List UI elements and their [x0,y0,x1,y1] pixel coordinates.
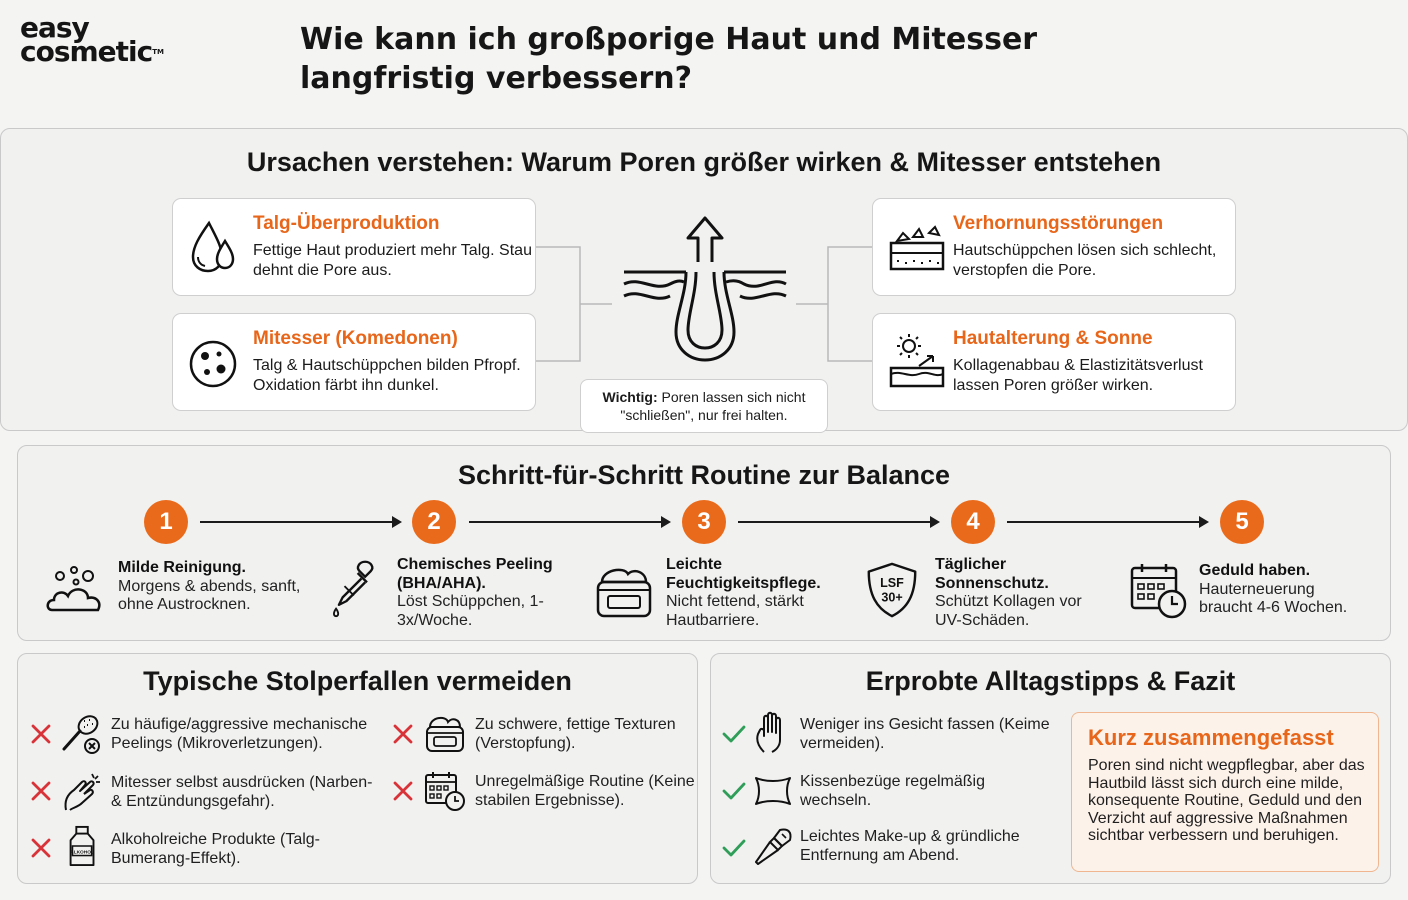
cause-text: Hautschüppchen lösen sich schlecht, verstopfen die Pore. [953,242,1217,279]
tip-text: Kissenbezüge regelmäßig wechseln. [800,773,985,809]
step-text [935,556,1105,630]
step-text [118,559,318,615]
summary-title: Kurz zusammengefasst [1088,725,1334,750]
oil-drops-icon [189,219,237,273]
cause-title: Hautalterung & Sonne [953,328,1153,349]
pitfall-text: Mitesser selbst ausdrücken (Narben- & Entzündungsgefahr). [111,774,373,810]
pitfall-text: Unregelmäßige Routine (Keine stabilen Ergebnisse). [475,773,695,809]
step-title: Milde Reinigung. [118,559,246,576]
important-note [580,379,828,433]
cross-icon [392,780,414,802]
alcohol-bottle-icon [62,825,104,867]
cause-card-blackheads [172,313,536,411]
step-arrow [469,521,669,523]
pore-diagram-icon [620,214,790,364]
step-description: Hauterneuerung braucht 4-6 Wochen. [1199,580,1348,616]
step-arrow [1007,521,1207,523]
calendar-clock-icon [1128,560,1188,620]
step-description: Schützt Kollagen vor UV-Schäden. [935,593,1082,629]
cross-icon [30,723,52,745]
dropper-icon [322,558,382,618]
step-number: 2 [412,500,456,544]
causes-heading: Ursachen verstehen: Warum Poren größer wirken & Mitesser entstehen [246,147,1162,177]
tip-text: Weniger ins Gesicht fassen (Keime vermeiden). [800,716,1050,752]
pitfalls-heading: Typische Stolperfallen vermeiden [143,666,572,696]
makeup-brush-icon [752,826,794,868]
scrub-brush-icon [60,713,102,755]
pitfall-text: Zu häufige/aggressive mechanische Peelings (Mikroverletzungen). [111,716,368,752]
blackhead-dots-icon [189,334,237,388]
brand-trademark: TM [152,48,164,56]
svg-text:ALKOHOL: ALKOHOL [70,850,94,856]
brand-line-2: cosmetic [20,35,153,68]
cause-title: Talg-Überproduktion [253,213,440,234]
cause-title: Mitesser (Komedonen) [253,328,458,349]
cross-icon [392,723,414,745]
spf-shield-icon [862,560,922,620]
cause-text: Fettige Haut produziert mehr Talg. Stau dehnt die Pore aus. [253,242,532,279]
step-description: Löst Schüppchen, 1-3x/Woche. [397,593,544,629]
check-icon [722,724,746,744]
step-title: Leichte Feuchtigkeitspflege. [666,556,821,592]
pitfall-text: Zu schwere, fettige Texturen (Verstopfung). [475,716,676,752]
hand-icon [752,712,794,754]
cream-jar-icon [594,562,654,622]
step-number: 1 [144,500,188,544]
step-title: Täglicher Sonnenschutz. [935,556,1049,592]
note-label: Wichtig: [602,389,658,405]
pillow-icon [752,770,794,812]
cause-card-sebum [172,198,536,296]
cause-card-keratinization [872,198,1236,296]
note-text: Poren lassen sich nicht "schließen", nur frei halten. [620,389,806,423]
heavy-cream-icon [424,713,466,755]
step-description: Nicht fettend, stärkt Hautbarriere. [666,593,804,629]
summary-box [1071,712,1379,872]
step-title: Geduld haben. [1199,562,1311,579]
spf-badge-value: 30+ [881,590,903,605]
cause-text: Talg & Hautschüppchen bilden Pfropf. Oxidation färbt ihn dunkel. [253,357,521,394]
tips-heading: Erprobte Alltagstipps & Fazit [865,666,1236,696]
page-title: Wie kann ich großporige Haut und Mitesser langfristig verbessern? [300,22,1038,96]
cause-text: Kollagenabbau & Elastizitätsverlust lassen Poren größer wirken. [953,357,1203,394]
routine-heading: Schritt-für-Schritt Routine zur Balance [457,460,951,490]
check-icon [722,838,746,858]
pitfall-text: Alkoholreiche Produkte (Talg-Bumerang-Effekt). [111,831,320,867]
squeeze-hand-icon [60,770,102,812]
step-arrow [738,521,938,523]
step-text [1199,562,1369,618]
spf-badge: LSF [880,576,904,591]
step-title: Chemisches Peeling (BHA/AHA). [397,556,553,592]
skin-flakes-icon [889,219,945,273]
check-icon [722,781,746,801]
step-number: 5 [1220,500,1264,544]
step-text [397,556,567,630]
sun-skin-icon [889,334,945,388]
step-number: 4 [951,500,995,544]
step-number: 3 [682,500,726,544]
irregular-calendar-icon [424,770,466,812]
tip-text: Leichtes Make-up & gründliche Entfernung am Abend. [800,828,1020,864]
summary-text: Poren sind nicht wegpflegbar, aber das Hautbild lässt sich durch eine milde, konsequente Routine, Geduld und den Verzicht auf aggressive Maßnahmen sichtbar verbessern und beruhigen. [1088,757,1365,844]
cross-icon [30,780,52,802]
step-description: Morgens & abends, sanft, ohne Austrocknen. [118,577,301,613]
cross-icon [30,837,52,859]
step-text [666,556,846,630]
cause-card-aging [872,313,1236,411]
brand-line-1: easy [20,11,89,44]
cause-title: Verhornungsstörungen [953,213,1164,234]
foam-bubbles-icon [46,562,106,622]
step-arrow [200,521,400,523]
